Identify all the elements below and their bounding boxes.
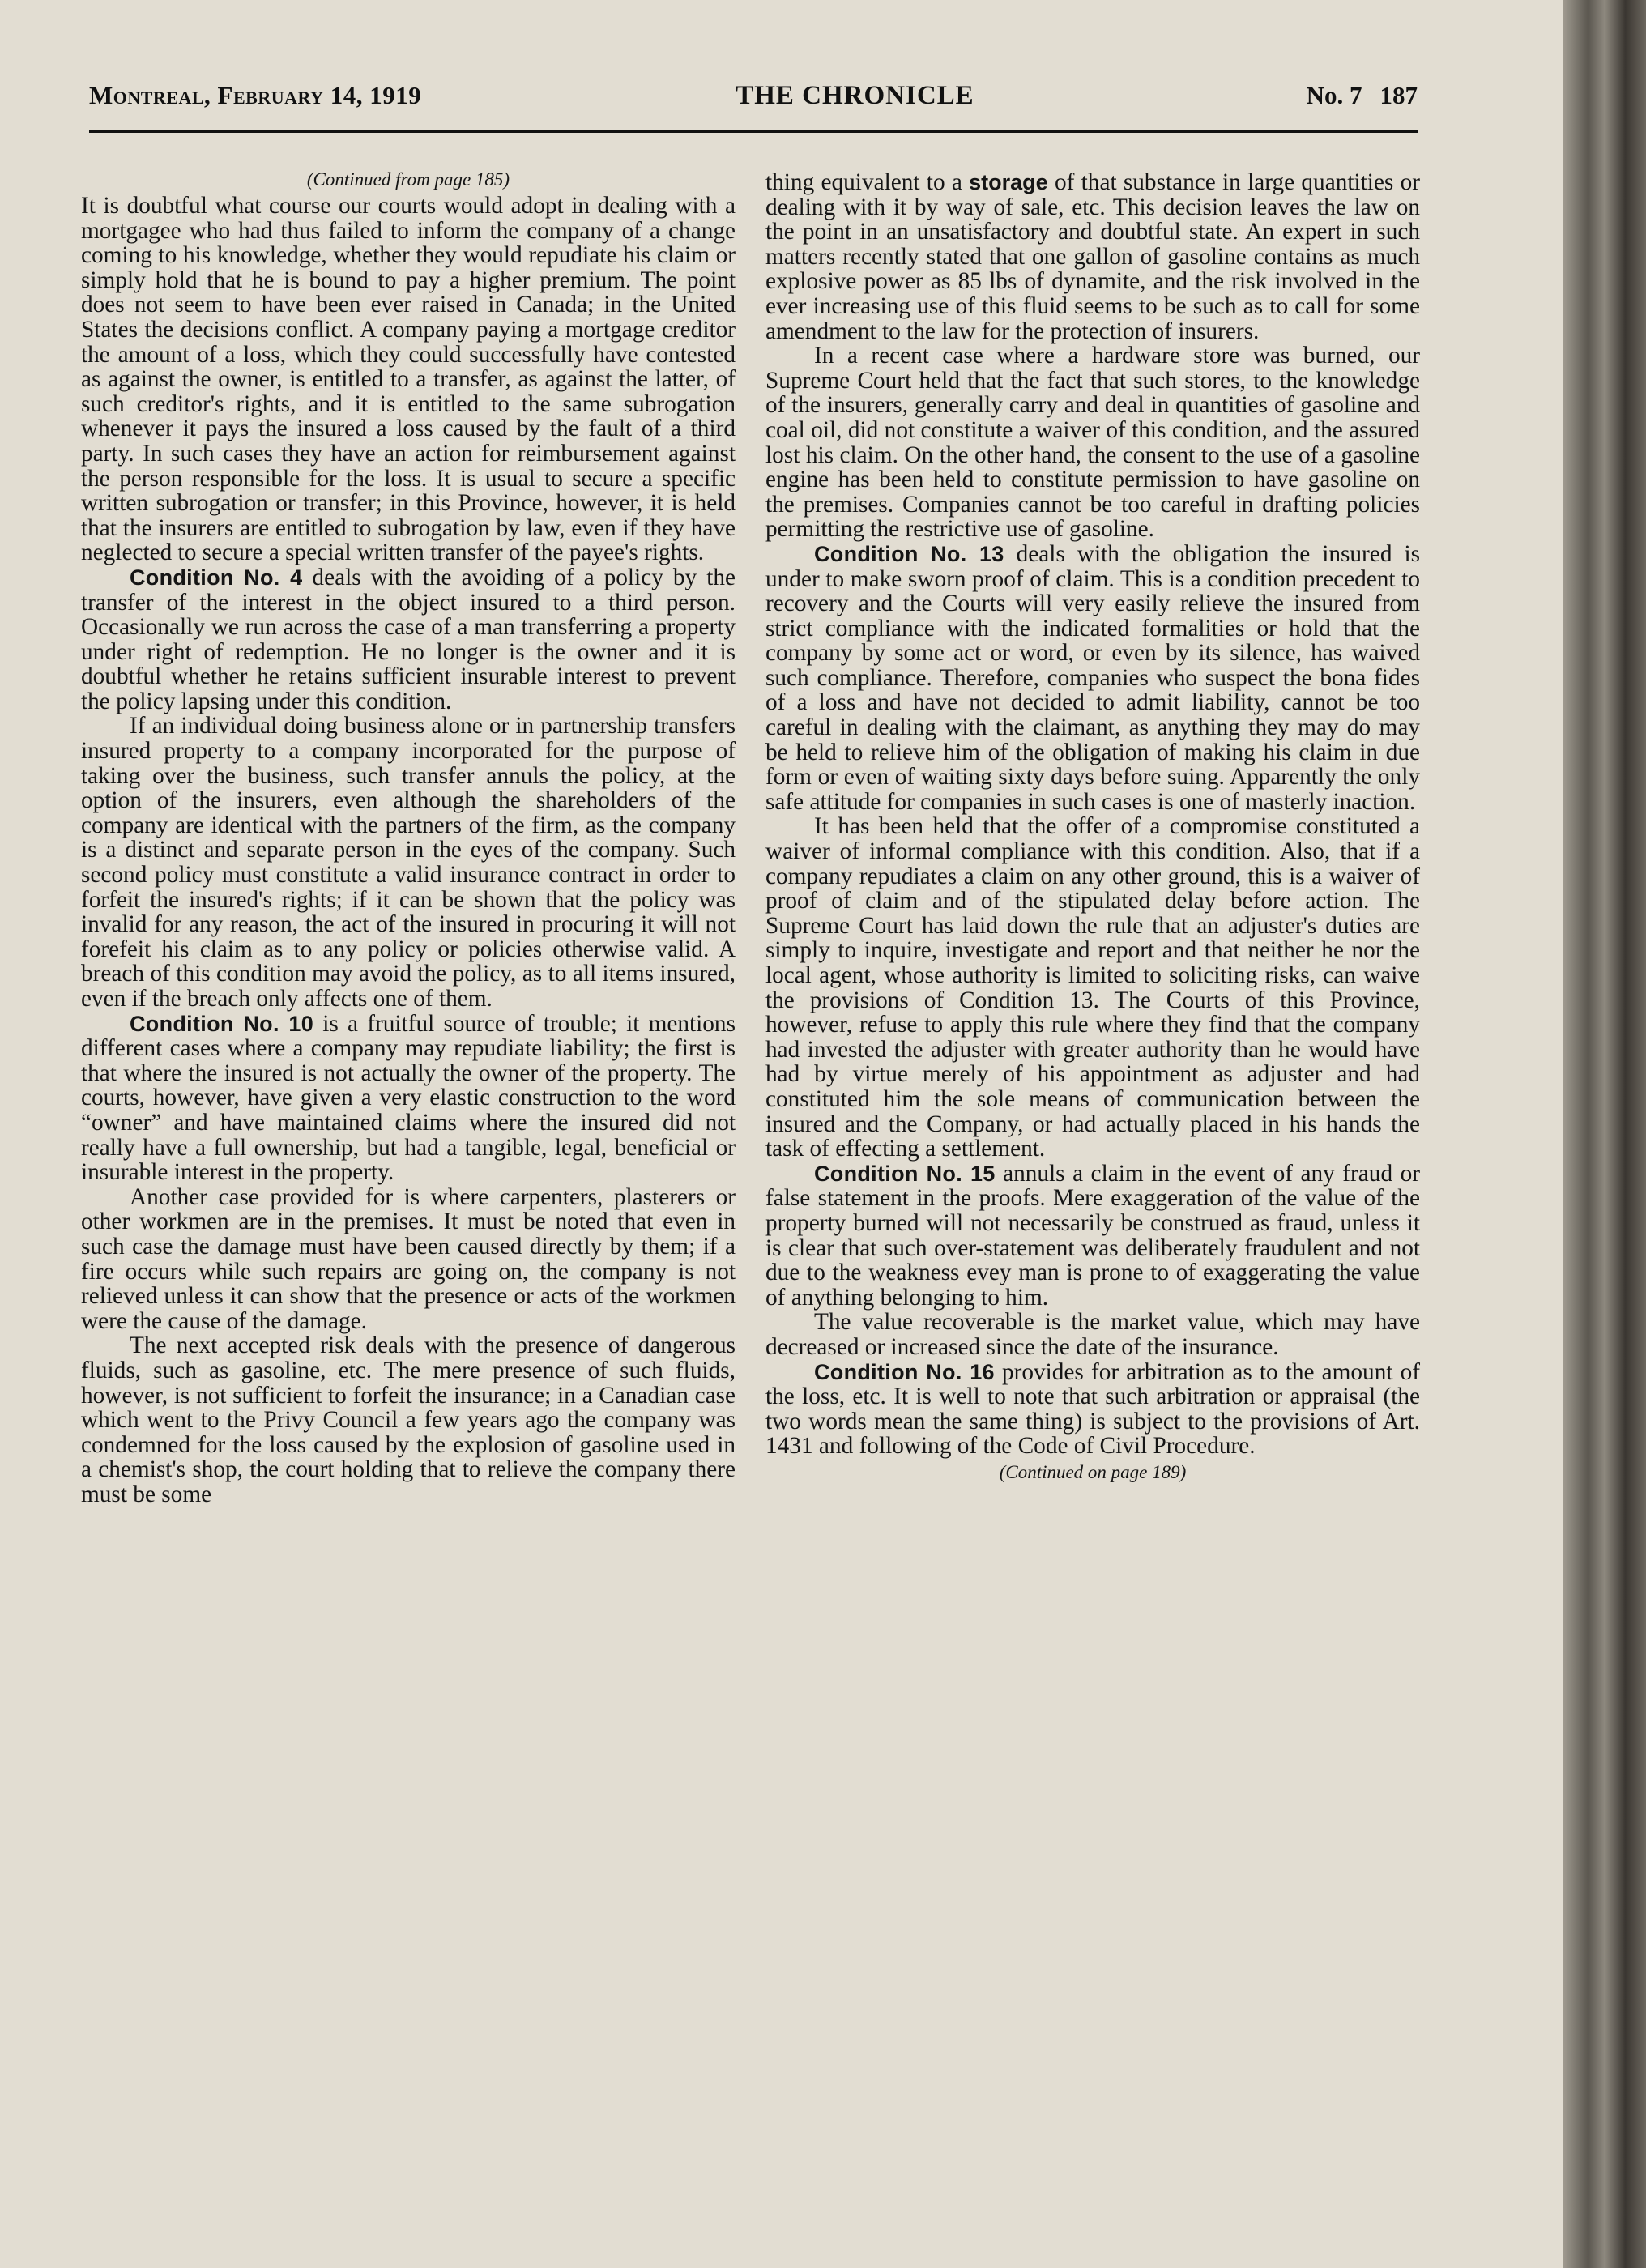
page-header	[89, 81, 1418, 122]
page-number: 187	[1379, 81, 1418, 109]
paragraph-text: deals with the obligation the insured is under to make sworn proof of claim. This is a condition precedent to recovery and the Courts will very easily relieve the insured from strict compliance with the indicated formalities or hold that the company by some act or word, or even by its silence, has waived such compliance. Therefore, companies who suspect the bona fides of a loss and have not decided to admit liability, cannot be too careful in dealing with the claimant, as anything they may do may be held to relieve him of the obligation of making his claim in due form or even of waiting sixty days before suing. Apparently the only safe attitude for companies in such cases is one of masterly inaction.	[765, 540, 1420, 815]
issue-number: No. 7	[1306, 81, 1362, 109]
paragraph: It is doubtful what course our courts would adopt in dealing with a mortgagee who had thus failed to inform the company of a change coming to his knowledge, whether they would repudiate his claim or simply hold that he is bound to pay a higher premium. The point does not seem to have been ever raised in Canada; in the United States the decisions conflict. A company paying a mortgage creditor the amount of a loss, which they could successfully have contested as against the owner, is entitled to a transfer, as against the latter, of such creditor's rights, and it is entitled to the same subrogation whenever it pays the insured a loss caused by the fault of a third party. In such cases they have an action for reimbursement against the person responsible for the loss. It is usual to secure a specific written subrogation or transfer; in this Province, however, it is held that the insurers are entitled to subrogation by law, even if they have neglected to secure a special written transfer of the payee's rights.	[81, 193, 736, 566]
paragraph: It has been held that the offer of a compromise constituted a waiver of informal compliance with this condition. Also, that if a company repudiates a claim on any other ground, this is a waiver of proof of claim and of the stipulated delay before action. The Supreme Court has laid down the rule that an adjuster's duties are simply to inquire, investigate and report and that neither he nor the local agent, whose authority is limited to soliciting risks, can waive the provisions of Condition 13. The Courts of this Province, however, refuse to apply this rule where they find that the company had invested the adjuster with greater authority than he would have had by virtue merely of his appointment as adjuster and had constituted him the sole means of communication between the insured and the Company, or had actually placed in his hands the task of effecting a settlement.	[765, 813, 1420, 1162]
emphasized-word: storage	[969, 170, 1048, 194]
paragraph: The next accepted risk deals with the presence of dangerous fluids, such as gasoline, etc. The mere presence of such fluids, however, is not sufficient to forfeit the insurance; in a Canadian case which went to the Privy Council a few years ago the company was condemned for the loss caused by the explosion of gasoline used in a chemist's shop, the court holding that to relieve the company there must be some	[81, 1332, 736, 1507]
paragraph-text: deals with the avoiding of a policy by the transfer of the interest in the object insured to a third person. Occasionally we run across the case of a man transferring a property under right of redemption. He no longer is the owner and it is doubtful whether he retains sufficient insurable interest to prevent the policy lapsing under this condition.	[81, 564, 736, 714]
issue-and-page	[1289, 81, 1418, 110]
condition-heading: Condition No. 15	[814, 1161, 996, 1186]
right-column	[765, 170, 1420, 1486]
paragraph-text: annuls a claim in the event of any fraud or false statement in the proofs. Mere exaggeration of the value of the property burned will not necessarily be construed as fraud, unless it is clear that such over-statement was deliberately fraudulent and not due to the weakness evey man is prone to of exaggerating the value of anything belonging to him.	[765, 1160, 1420, 1311]
paragraph-text: of that substance in large quantities or dealing with it by way of sale, etc. This decision leaves the law on the point in an unsatisfactory and doubtful state. An expert in such matters recently stated that one gallon of gasoline contains as much explosive power as 85 lbs of dynamite, and the risk involved in the ever increasing use of this fluid seems to be such as to call for some amendment to the law for the protection of insurers.	[765, 169, 1420, 344]
header-rule	[89, 130, 1418, 133]
paragraph-text: is a fruitful source of trouble; it mentions different cases where a company may repudiate liability; the first is that where the insured is not actually the owner of the property. The courts, however, have given a very elastic construction to the word “owner” and have maintained claims where the insured did not really have a full ownership, but had a tangible, legal, beneficial or insurable interest in the property.	[81, 1010, 736, 1186]
paragraph-text: thing equivalent to a	[765, 169, 970, 195]
condition-heading: Condition No. 16	[814, 1359, 995, 1384]
condition-heading: Condition No. 13	[814, 541, 1004, 566]
paragraph	[765, 542, 1420, 815]
dateline: Montreal, February 14, 1919	[89, 81, 422, 109]
paragraph	[81, 1012, 736, 1185]
continued-from-note: (Continued from page 185)	[306, 169, 510, 190]
paragraph	[81, 565, 736, 714]
paragraph	[765, 170, 1420, 343]
continued-on-note: (Continued on page 189)	[999, 1461, 1187, 1482]
paragraph: Another case provided for is where carpenters, plasterers or other workmen are in the premises. It must be noted that even in such case the damage must have been caused directly by them; if a fire occurs while such repairs are going on, the company is not relieved unless it can show that the presence or acts of the workmen were the cause of the damage.	[81, 1183, 736, 1334]
left-column	[81, 166, 736, 1507]
paragraph	[765, 1360, 1420, 1459]
condition-heading: Condition No. 10	[130, 1011, 314, 1036]
paragraph-text: provides for arbitration as to the amount of the loss, etc. It is well to note that such arbitration or appraisal (the two words mean the same thing) is subject to the provisions of Art. 1431 and following of the Code of Civil Procedure.	[765, 1358, 1420, 1460]
book-spine-edge	[1563, 0, 1646, 2268]
publication-title: THE CHRONICLE	[736, 81, 974, 110]
condition-heading: Condition No. 4	[130, 565, 303, 590]
paragraph: If an individual doing business alone or in partnership transfers insured property to a company incorporated for the purpose of taking over the business, such transfer annuls the policy, at the option of the insurers, even although the shareholders of the company are identical with the partners of the firm, as the company is a distinct and separate person in the eyes of the company. Such second policy must constitute a valid insurance contract in order to forfeit the insured's rights; if it can be shown that the policy was invalid for any reason, the act of the insured in procuring it will not forefeit his claim as to any policy or policies otherwise valid. A breach of this condition may avoid the policy, as to all items insured, even if the breach only affects one of them.	[81, 713, 736, 1012]
paragraph	[765, 1162, 1420, 1311]
paragraph: The value recoverable is the market value, which may have decreased or increased since the date of the insurance.	[765, 1309, 1420, 1360]
paragraph: In a recent case where a hardware store was burned, our Supreme Court held that the fact that such stores, to the knowledge of the insurers, generally carry and deal in quantities of gasoline and coal oil, did not constitute a waiver of this condition, and the assured lost his claim. On the other hand, the consent to the use of a gasoline engine has been held to constitute permission to have gasoline on the premises. Companies cannot be too careful in drafting policies permitting the restrictive use of gasoline.	[765, 343, 1420, 543]
